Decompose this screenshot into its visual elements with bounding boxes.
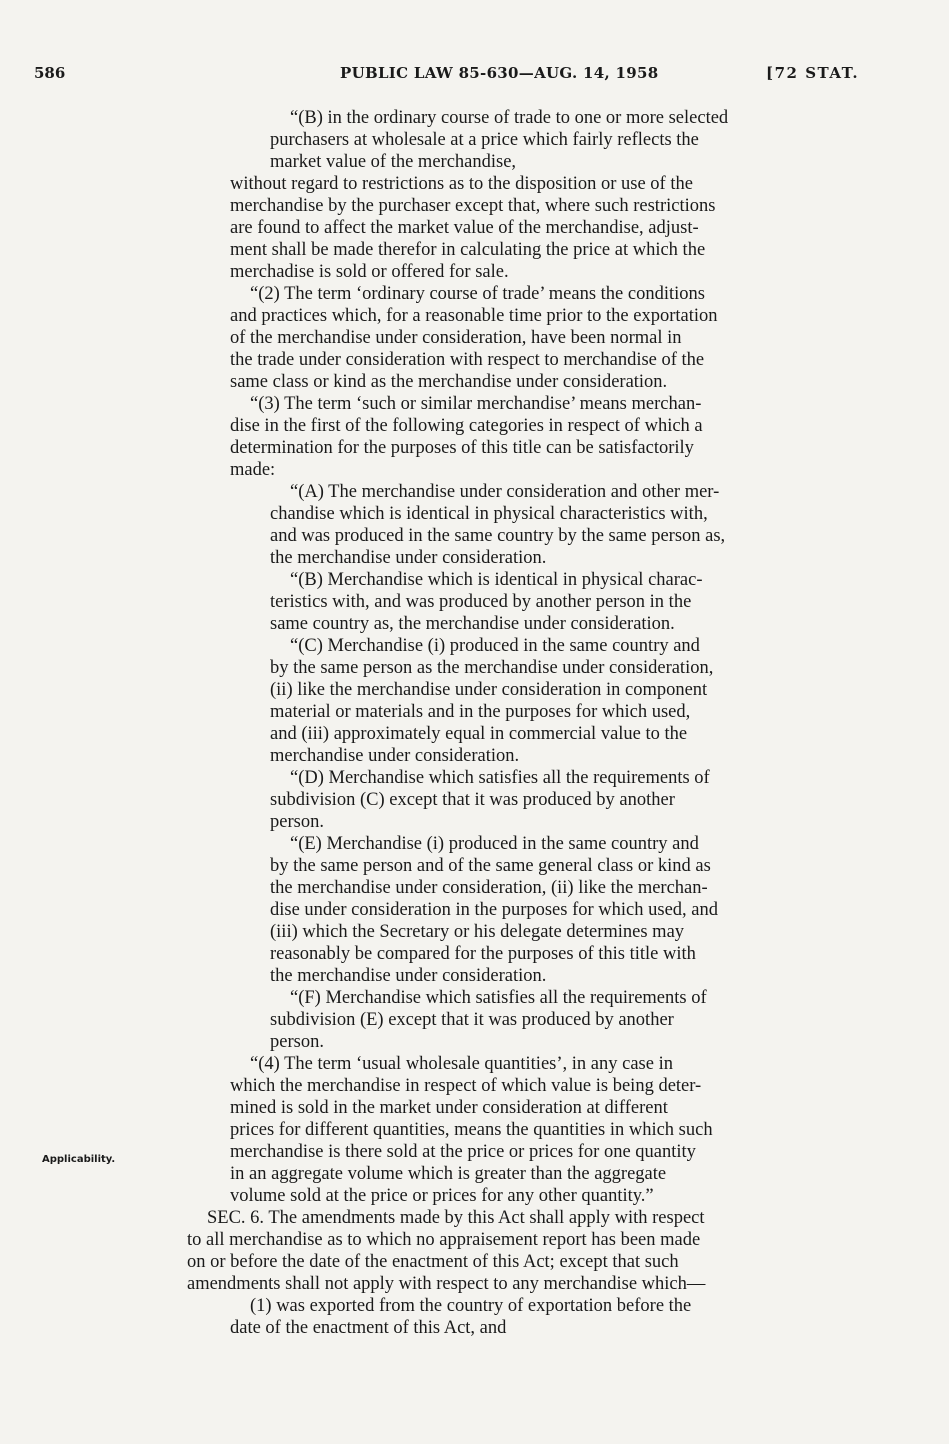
text-line: prices for different quantities, means the quantities in which such — [230, 1120, 713, 1140]
text-line: “(F) Merchandise which satisfies all the requirements of — [290, 988, 707, 1008]
statute-reference: [72 STAT. — [766, 64, 860, 82]
text-line: (iii) which the Secretary or his delegate determines may — [270, 922, 685, 942]
text-line: (1) was exported from the country of exportation before the — [250, 1296, 692, 1316]
text-line: merchandise by the purchaser except that, where such restrictions — [230, 196, 716, 216]
page-header — [30, 64, 930, 88]
text-line: chandise which is identical in physical characteristics with, — [270, 504, 708, 524]
text-line: teristics with, and was produced by another person in the — [270, 592, 692, 612]
text-line: same country as, the merchandise under consideration. — [270, 614, 675, 634]
text-line: person. — [270, 812, 324, 832]
text-line: merchandise is there sold at the price or prices for one quantity — [230, 1142, 696, 1162]
text-line: the merchandise under consideration. — [270, 966, 547, 986]
text-line: (ii) like the merchandise under consideration in component — [270, 680, 708, 700]
text-line: reasonably be compared for the purposes of this title with — [270, 944, 696, 964]
text-line: made: — [230, 460, 276, 480]
text-line: material or materials and in the purposes for which used, — [270, 702, 691, 722]
text-line: same class or kind as the merchandise under consideration. — [230, 372, 668, 392]
text-line: volume sold at the price or prices for any other quantity.” — [230, 1186, 654, 1206]
text-line: date of the enactment of this Act, and — [230, 1318, 507, 1338]
text-line: “(B) Merchandise which is identical in physical charac- — [290, 570, 703, 590]
text-line: to all merchandise as to which no appraisement report has been made — [187, 1230, 701, 1250]
text-line: the merchandise under consideration. — [270, 548, 547, 568]
text-line: without regard to restrictions as to the disposition or use of the — [230, 174, 693, 194]
text-line: which the merchandise in respect of which value is being deter- — [230, 1076, 702, 1096]
text-line: of the merchandise under consideration, have been normal in — [230, 328, 682, 348]
text-line: on or before the date of the enactment of this Act; except that such — [187, 1252, 679, 1272]
running-title: PUBLIC LAW 85-630—AUG. 14, 1958 — [340, 64, 659, 82]
text-line: “(4) The term ‘usual wholesale quantities’, in any case in — [250, 1054, 673, 1074]
text-line: are found to affect the market value of the merchandise, adjust- — [230, 218, 699, 238]
text-line: by the same person and of the same general class or kind as — [270, 856, 711, 876]
text-line: and (iii) approximately equal in commercial value to the — [270, 724, 688, 744]
text-line: subdivision (E) except that it was produced by another — [270, 1010, 674, 1030]
text-line: ment shall be made therefor in calculating the price at which the — [230, 240, 706, 260]
text-line: and was produced in the same country by the same person as, — [270, 526, 726, 546]
text-line: dise under consideration in the purposes for which used, and — [270, 900, 719, 920]
text-line: “(C) Merchandise (i) produced in the same country and — [290, 636, 700, 656]
text-line: purchasers at wholesale at a price which fairly reflects the — [270, 130, 699, 150]
text-line: mined is sold in the market under consideration at different — [230, 1098, 668, 1118]
text-line: market value of the merchandise, — [270, 152, 517, 172]
text-line: “(A) The merchandise under consideration and other mer- — [290, 482, 720, 502]
text-line: the merchandise under consideration, (ii) like the merchan- — [270, 878, 708, 898]
margin-note-applicability: Applicability. — [42, 1154, 116, 1165]
text-line: the trade under consideration with respect to merchandise of the — [230, 350, 705, 370]
text-line: “(3) The term ‘such or similar merchandise’ means merchan- — [250, 394, 702, 414]
text-line: “(E) Merchandise (i) produced in the same country and — [290, 834, 699, 854]
text-line: “(D) Merchandise which satisfies all the requirements of — [290, 768, 710, 788]
text-line: merchadise is sold or offered for sale. — [230, 262, 509, 282]
text-line: merchandise under consideration. — [270, 746, 520, 766]
text-line: and practices which, for a reasonable time prior to the exportation — [230, 306, 718, 326]
text-line: amendments shall not apply with respect to any merchandise which— — [187, 1274, 706, 1294]
text-line: determination for the purposes of this title can be satisfactorily — [230, 438, 694, 458]
page-number: 586 — [34, 64, 66, 82]
text-line: dise in the first of the following categories in respect of which a — [230, 416, 703, 436]
text-line: “(B) in the ordinary course of trade to one or more selected — [290, 108, 729, 128]
text-line: subdivision (C) except that it was produced by another — [270, 790, 675, 810]
text-line: SEC. 6. The amendments made by this Act shall apply with respect — [207, 1208, 705, 1228]
text-line: in an aggregate volume which is greater than the aggregate — [230, 1164, 667, 1184]
text-line: person. — [270, 1032, 324, 1052]
text-line: by the same person as the merchandise under consideration, — [270, 658, 714, 678]
text-line: “(2) The term ‘ordinary course of trade’ means the conditions — [250, 284, 705, 304]
